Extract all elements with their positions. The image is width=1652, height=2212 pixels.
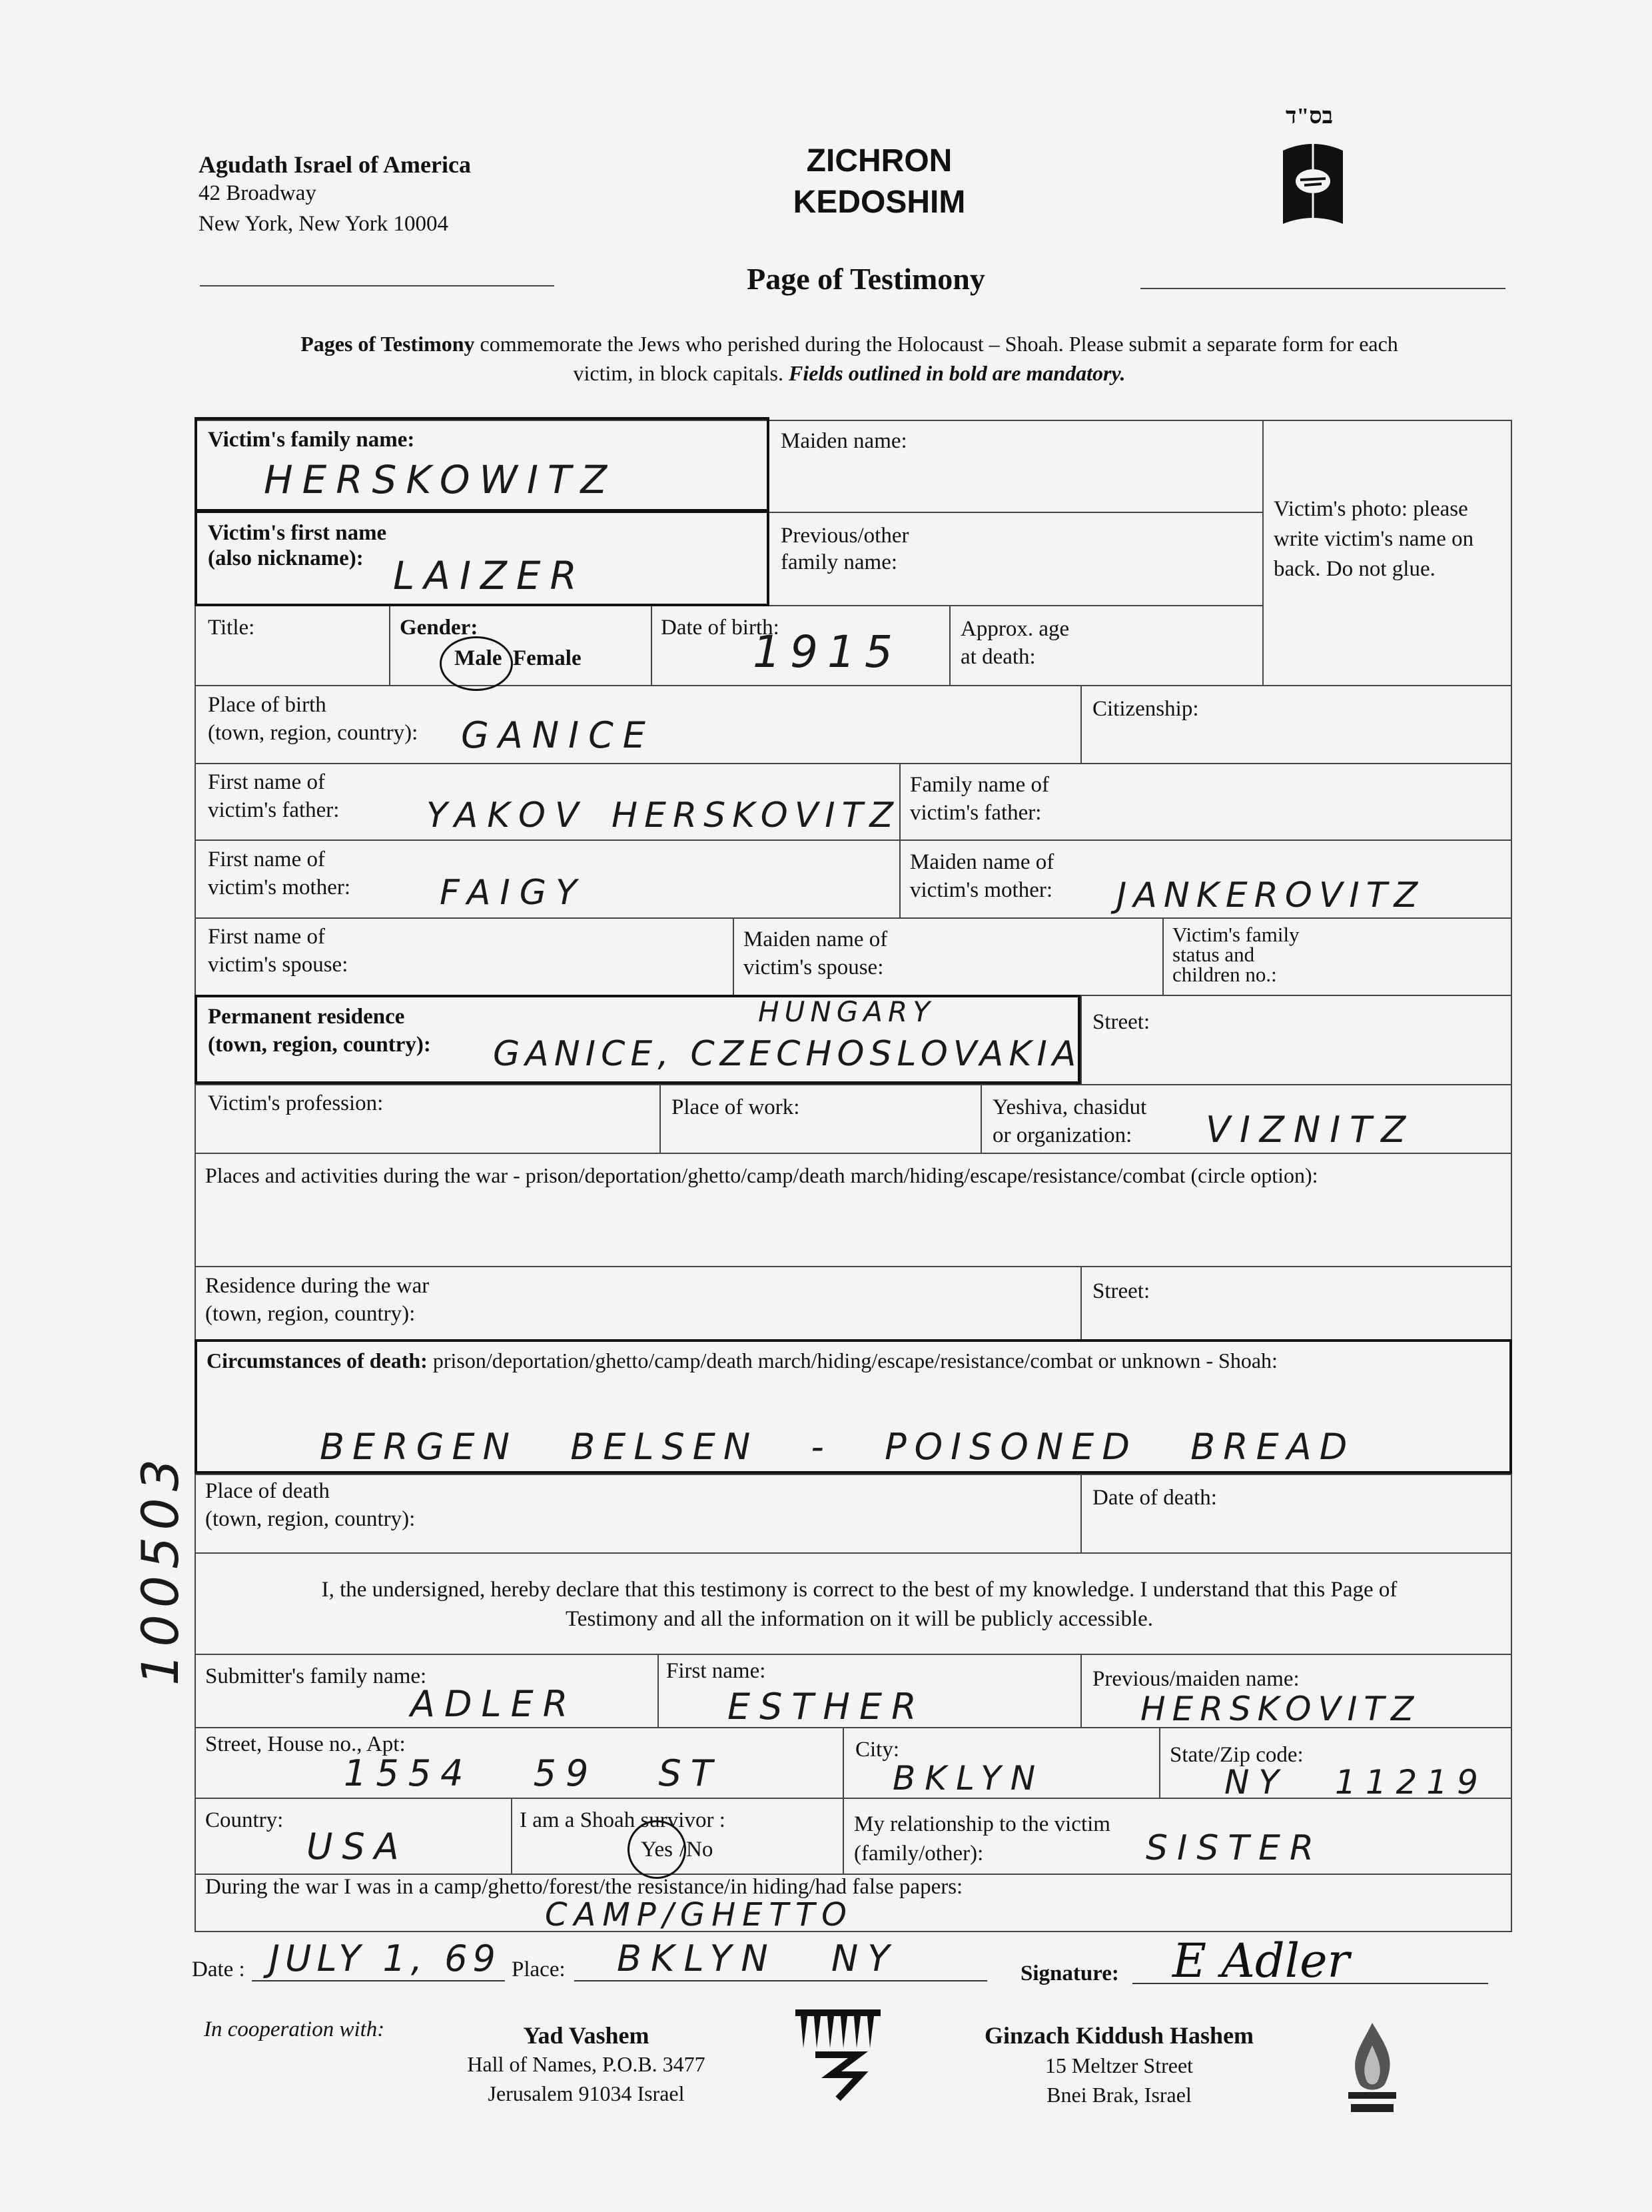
- org-address-line2: New York, New York 10004: [199, 212, 448, 236]
- perm-street-label: Street:: [1092, 1010, 1150, 1034]
- perm-residence-value-line2[interactable]: GANICE, CZECHOSLOVAKIA: [493, 1034, 1082, 1074]
- yad-vashem-logo-icon: [791, 2001, 885, 2101]
- signature-value[interactable]: E Adler: [1172, 1934, 1350, 1988]
- gender-male-circle: [440, 636, 513, 691]
- survivor-yes-circle: [627, 1820, 686, 1879]
- place-label: Place:: [512, 1957, 566, 1981]
- relationship-label-line2: (family/other):: [854, 1842, 984, 1866]
- form-title-line1: ZICHRON: [806, 143, 953, 179]
- survivor-no-option[interactable]: No: [686, 1838, 713, 1862]
- ginzach-address1: 15 Meltzer Street: [1044, 2053, 1194, 2077]
- signature-label: Signature:: [1021, 1961, 1119, 1985]
- mother-first-value[interactable]: FAIGY: [440, 873, 586, 913]
- place-of-work-label: Place of work:: [671, 1095, 800, 1119]
- mother-maiden-value[interactable]: JANKEROVITZ: [1116, 875, 1425, 915]
- survivor-slash: /: [679, 1838, 686, 1862]
- father-first-label: First name of: [208, 770, 325, 794]
- gender-label: Gender:: [400, 616, 478, 640]
- mother-maiden-label: Maiden name of: [910, 850, 1054, 874]
- submitter-country-label: Country:: [205, 1808, 284, 1832]
- dob-value[interactable]: 1915: [753, 626, 902, 678]
- war-street-label: Street:: [1092, 1279, 1150, 1303]
- survivor-label: I am a Shoah survivor :: [520, 1808, 725, 1832]
- submitter-state-value[interactable]: NY 11219: [1224, 1763, 1487, 1802]
- submitter-street-value[interactable]: 1554 59 ST: [344, 1752, 722, 1794]
- ginzach-address2: Bnei Brak, Israel: [1046, 2083, 1192, 2107]
- place-of-death-label: Place of death: [205, 1479, 330, 1503]
- spouse-maiden-label-line2: victim's spouse:: [743, 955, 884, 979]
- gender-female-option[interactable]: Female: [513, 646, 582, 670]
- perm-residence-label: Permanent residence: [208, 1005, 405, 1029]
- place-of-death-label-line2: (town, region, country):: [205, 1507, 416, 1531]
- mother-first-label: First name of: [208, 847, 325, 871]
- submitter-family-value[interactable]: ADLER: [410, 1683, 578, 1725]
- war-places-label: Places and activities during the war - prison/deportation/ghetto/camp/death march/hiding/escape/resistance/combat (circle option):: [205, 1163, 1318, 1187]
- father-first-value[interactable]: YAKOV: [426, 796, 588, 835]
- father-family-value-inline[interactable]: HERSKOVITZ: [612, 796, 901, 835]
- citizenship-label: Citizenship:: [1092, 697, 1199, 721]
- maiden-name-label: Maiden name:: [781, 429, 907, 453]
- hebrew-mark: בס"ד: [1286, 104, 1333, 129]
- mother-first-label-line2: victim's mother:: [208, 875, 351, 899]
- submitter-prev-label: Previous/maiden name:: [1092, 1667, 1300, 1691]
- first-name-value[interactable]: LAIZER: [393, 553, 586, 598]
- page-title: Page of Testimony: [747, 262, 985, 296]
- submitter-state-label: State/Zip code:: [1170, 1743, 1304, 1767]
- perm-residence-value-line1[interactable]: HUNGARY: [758, 995, 935, 1028]
- yad-vashem-address2: Jerusalem 91034 Israel: [488, 2081, 685, 2105]
- father-family-label-line2: victim's father:: [910, 801, 1042, 825]
- yeshiva-value[interactable]: VIZNITZ: [1206, 1109, 1416, 1151]
- submitter-first-label: First name:: [666, 1659, 766, 1683]
- declaration-text: I, the undersigned, hereby declare that this testimony is correct to the best of my knowledge. I understand that this Page of Testimony and all the information on it will be publicly accessible.: [321, 1578, 1398, 1631]
- form-title-line2: KEDOSHIM: [793, 185, 966, 220]
- pob-value[interactable]: GANICE: [461, 714, 655, 756]
- previous-family-name-label: Previous/other: [781, 524, 909, 548]
- submitter-country-value[interactable]: USA: [306, 1826, 408, 1868]
- yad-vashem-address1: Hall of Names, P.O.B. 3477: [467, 2052, 705, 2076]
- first-name-label-line2: (also nickname):: [208, 546, 364, 570]
- yad-vashem-name: Yad Vashem: [523, 2022, 649, 2049]
- father-first-label-line2: victim's father:: [208, 798, 340, 822]
- relationship-value[interactable]: SISTER: [1146, 1828, 1324, 1868]
- date-value[interactable]: JULY 1, 69: [269, 1937, 501, 1979]
- header-rule-left: [200, 285, 554, 286]
- pob-label-line2: (town, region, country):: [208, 721, 418, 745]
- header-rule-right: [1140, 288, 1505, 289]
- title-label: Title:: [208, 616, 255, 640]
- war-residence-label-line2: (town, region, country):: [205, 1302, 416, 1326]
- intro-body: commemorate the Jews who perished during the Holocaust – Shoah. Please submit a separate form for each: [474, 332, 1398, 356]
- submitter-family-label: Submitter's family name:: [205, 1664, 427, 1688]
- intro-line2: victim, in block capitals.: [573, 361, 789, 385]
- date-of-death-label: Date of death:: [1092, 1486, 1217, 1510]
- ginzach-name: Ginzach Kiddush Hashem: [984, 2022, 1254, 2049]
- date-label: Date :: [192, 1957, 245, 1981]
- ginzach-flame-logo-icon: [1339, 2019, 1406, 2119]
- spouse-maiden-label: Maiden name of: [743, 927, 888, 951]
- profession-label: Victim's profession:: [208, 1091, 384, 1115]
- yeshiva-label: Yeshiva, chasidut: [993, 1095, 1147, 1119]
- dob-label: Date of birth:: [661, 616, 779, 640]
- survivor-yes-option[interactable]: Yes: [641, 1838, 673, 1862]
- father-family-label: Family name of: [910, 773, 1049, 797]
- mother-maiden-label-line2: victim's mother:: [910, 878, 1053, 902]
- submitter-street-label: Street, House no., Apt:: [205, 1732, 406, 1756]
- family-name-value[interactable]: HERSKOWITZ: [264, 457, 617, 502]
- yeshiva-label-line2: or organization:: [993, 1123, 1132, 1147]
- place-value[interactable]: BKLYN NY: [617, 1937, 899, 1979]
- perm-residence-label-line2: (town, region, country):: [208, 1033, 431, 1057]
- war-residence-label: Residence during the war: [205, 1274, 430, 1298]
- org-name: Agudath Israel of America: [199, 151, 471, 178]
- agudath-logo-icon: [1280, 137, 1346, 231]
- death-circumstances-label: Circumstances of death: prison/deportation/ghetto/camp/death march/hiding/escape/resistance/combat or unknown - Shoah:: [206, 1349, 1278, 1373]
- photo-note: Victim's photo: please write victim's name on back. Do not glue.: [1274, 497, 1474, 581]
- intro-text: [193, 329, 1505, 388]
- during-war-label: During the war I was in a camp/ghetto/forest/the resistance/in hiding/had false papers:: [205, 1875, 963, 1899]
- death-circumstances-value[interactable]: BERGEN BELSEN - POISONED BREAD: [320, 1426, 1356, 1468]
- age-at-death-label-line2: at death:: [961, 645, 1036, 669]
- pob-label: Place of birth: [208, 693, 326, 717]
- submitter-city-label: City:: [855, 1738, 900, 1762]
- age-at-death-label: Approx. age: [961, 617, 1070, 641]
- org-address-line1: 42 Broadway: [199, 181, 316, 205]
- relationship-label: My relationship to the victim: [854, 1812, 1110, 1836]
- submitter-prev-value[interactable]: HERSKOVITZ: [1140, 1690, 1421, 1728]
- family-status-label: Victim's family status and children no.:: [1172, 923, 1300, 986]
- spouse-first-label-line2: victim's spouse:: [208, 953, 348, 977]
- gender-male-option[interactable]: Male: [454, 646, 502, 670]
- intro-bold: Pages of Testimony: [300, 332, 475, 356]
- family-name-label: Victim's family name:: [208, 428, 415, 452]
- during-war-value[interactable]: CAMP/GHETTO: [545, 1896, 853, 1934]
- cooperation-label: In cooperation with:: [204, 2017, 385, 2041]
- spouse-first-label: First name of: [208, 925, 325, 949]
- submitter-city-value[interactable]: BKLYN: [893, 1759, 1045, 1798]
- submitter-first-value[interactable]: ESTHER: [727, 1686, 926, 1728]
- previous-family-name-label-line2: family name:: [781, 550, 898, 574]
- intro-mandatory: Fields outlined in bold are mandatory.: [788, 361, 1126, 385]
- first-name-label: Victim's first name: [208, 521, 387, 545]
- side-number: 100503: [131, 1452, 190, 1686]
